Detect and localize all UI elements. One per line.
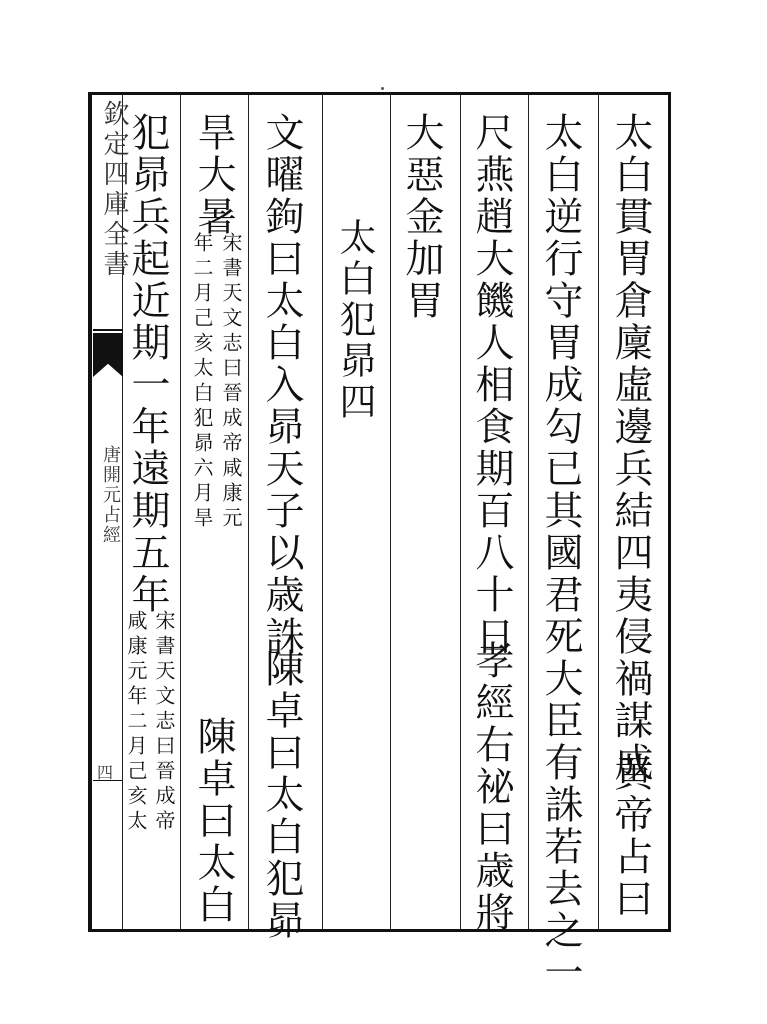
section-title: 太白犯昴四 (333, 218, 376, 423)
column-divider (322, 95, 323, 929)
text-column-3-citation: 孝經右祕曰歳將 (469, 640, 514, 934)
annotation-column-7-right: 宋書天文志曰晉成帝咸康元 (219, 232, 243, 532)
margin-page-number: 四 (97, 763, 114, 782)
column-divider (598, 95, 599, 929)
margin-header: 欽定四庫全書 (99, 100, 129, 280)
ink-speck (381, 87, 384, 90)
annotation-column-7-left: 年二月己亥太白犯昴六月旱 (190, 232, 214, 532)
column-divider (248, 95, 249, 929)
text-column-6: 文曜鉤曰太白入昴天子以歳誅 (259, 112, 304, 658)
annotation-column-8-left: 咸康元年二月己亥太 (124, 610, 148, 835)
column-divider (460, 95, 461, 929)
column-divider (390, 95, 391, 929)
text-column-1: 太白貫胃倉廩虛邊兵結四夷侵禍謀成 (608, 112, 653, 784)
text-column-7-citation: 陳卓曰太白 (191, 716, 236, 926)
column-divider (528, 95, 529, 929)
text-column-7: 旱大暑 (191, 112, 236, 238)
text-column-6-citation: 陳卓曰太白犯昴 (259, 648, 304, 942)
margin-book-title: 唐開元占經 (100, 445, 121, 545)
fishtail-line (93, 329, 123, 331)
text-column-2: 太白逆行守胃成勾已其國君死大臣有誅若去之一 (538, 112, 583, 994)
text-column-8: 犯昴兵起近期一年遠期五年 (125, 112, 170, 616)
text-column-1-citation: 黄帝占曰 (608, 752, 653, 920)
text-column-3: 尺燕趙大饑人相食期百八十日 (469, 112, 514, 658)
annotation-column-8-right: 宋書天文志曰晉成帝 (152, 610, 176, 835)
text-column-4: 大惡金加胃 (399, 112, 444, 322)
column-divider (180, 95, 181, 929)
